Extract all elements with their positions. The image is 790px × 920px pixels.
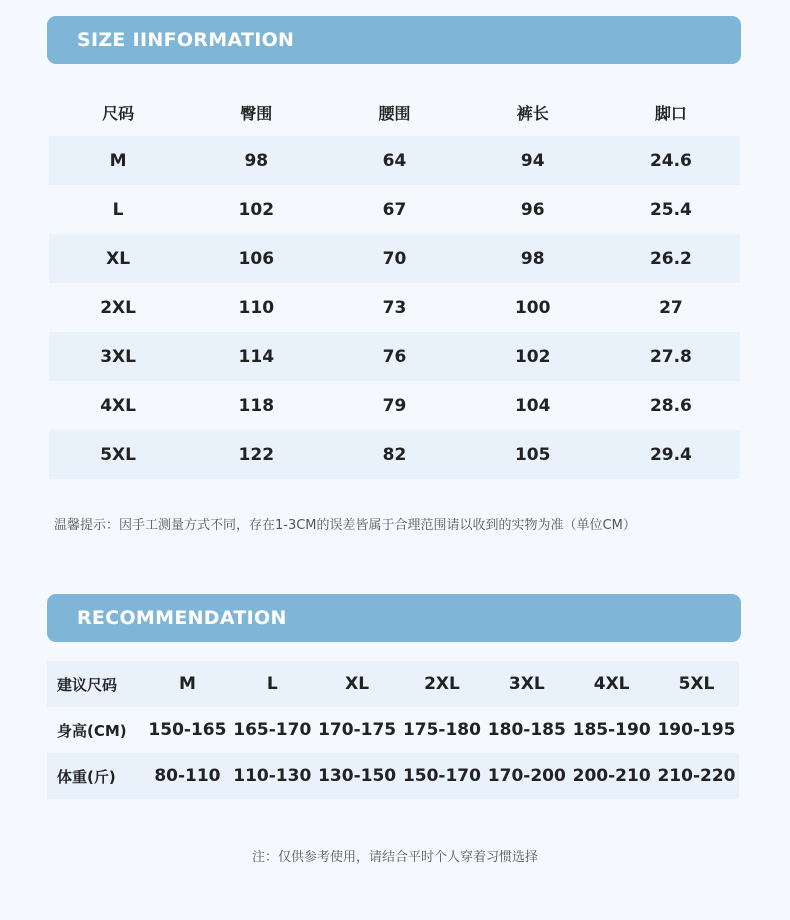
cell-size: 2XL bbox=[100, 297, 136, 318]
table-row bbox=[49, 332, 740, 381]
table-row bbox=[49, 185, 740, 234]
cell-value: 4XL bbox=[593, 674, 630, 694]
header-size: 尺码 bbox=[102, 103, 135, 123]
recommendation-note: 注：仅供参考使用，请结合平时个人穿着习惯选择 bbox=[251, 850, 538, 865]
cell-hem: 29.4 bbox=[649, 444, 692, 465]
header-waist: 腰围 bbox=[378, 103, 411, 123]
cell-length: 94 bbox=[520, 150, 545, 171]
cell-value: 110-130 bbox=[233, 766, 312, 786]
cell-hem: 26.2 bbox=[649, 248, 692, 269]
cell-hip: 102 bbox=[238, 199, 275, 220]
cell-length: 104 bbox=[514, 395, 551, 416]
cell-hem: 28.6 bbox=[649, 395, 692, 416]
cell-value: 200-210 bbox=[572, 766, 651, 786]
cell-hem: 24.6 bbox=[649, 150, 692, 171]
size-table-header bbox=[49, 88, 740, 136]
cell-length: 98 bbox=[520, 248, 545, 269]
cell-value: 170-200 bbox=[487, 766, 566, 786]
cell-size: M bbox=[109, 150, 127, 171]
size-table bbox=[49, 88, 740, 479]
cell-hip: 122 bbox=[238, 444, 275, 465]
table-row bbox=[49, 283, 740, 332]
cell-value: 150-165 bbox=[148, 720, 227, 740]
table-row bbox=[49, 136, 740, 185]
cell-hem: 25.4 bbox=[649, 199, 692, 220]
cell-hip: 110 bbox=[238, 297, 275, 318]
cell-length: 105 bbox=[514, 444, 551, 465]
cell-hip: 118 bbox=[238, 395, 275, 416]
recommendation-table bbox=[47, 661, 739, 799]
recommendation-banner: RECOMMENDATION bbox=[47, 594, 741, 642]
cell-value: 180-185 bbox=[487, 720, 566, 740]
cell-waist: 73 bbox=[382, 297, 407, 318]
header-length: 裤长 bbox=[516, 103, 549, 123]
cell-waist: 70 bbox=[382, 248, 407, 269]
cell-length: 100 bbox=[514, 297, 551, 318]
row-label: 身高(CM) bbox=[57, 721, 127, 740]
cell-value: 130-150 bbox=[318, 766, 397, 786]
cell-size: 3XL bbox=[100, 346, 136, 367]
cell-value: 170-175 bbox=[318, 720, 397, 740]
cell-waist: 79 bbox=[382, 395, 407, 416]
cell-value: L bbox=[266, 674, 278, 694]
cell-value: 3XL bbox=[508, 674, 545, 694]
cell-value: 2XL bbox=[424, 674, 460, 694]
table-row bbox=[49, 430, 740, 479]
cell-value: 185-190 bbox=[572, 720, 651, 740]
cell-value: 5XL bbox=[678, 674, 715, 694]
table-row bbox=[49, 381, 740, 430]
table-row bbox=[47, 707, 739, 753]
cell-size: 5XL bbox=[100, 444, 136, 465]
cell-value: 175-180 bbox=[402, 720, 481, 740]
cell-hip: 106 bbox=[238, 248, 275, 269]
cell-value: 150-170 bbox=[402, 766, 481, 786]
table-row bbox=[47, 753, 739, 799]
size-info-banner: SIZE IINFORMATION bbox=[47, 16, 741, 64]
cell-waist: 82 bbox=[382, 444, 407, 465]
cell-value: 190-195 bbox=[657, 720, 736, 740]
measurement-note: 温馨提示：因手工测量方式不同，存在1-3CM的误差皆属于合理范围请以收到的实物为准（单位CM） bbox=[54, 518, 636, 533]
cell-size: 4XL bbox=[100, 395, 136, 416]
cell-hip: 98 bbox=[244, 150, 269, 171]
cell-value: 80-110 bbox=[154, 766, 221, 786]
row-label: 建议尺码 bbox=[57, 675, 118, 694]
cell-waist: 76 bbox=[382, 346, 407, 367]
cell-length: 96 bbox=[520, 199, 545, 220]
header-hem: 脚口 bbox=[654, 103, 687, 123]
cell-hem: 27.8 bbox=[649, 346, 692, 367]
cell-hip: 114 bbox=[238, 346, 275, 367]
cell-waist: 67 bbox=[382, 199, 407, 220]
cell-value: 165-170 bbox=[233, 720, 312, 740]
cell-waist: 64 bbox=[382, 150, 407, 171]
cell-size: XL bbox=[106, 248, 131, 269]
header-hip: 臀围 bbox=[240, 103, 273, 123]
cell-value: 210-220 bbox=[657, 766, 736, 786]
cell-hem: 27 bbox=[659, 297, 683, 318]
cell-value: M bbox=[178, 674, 196, 694]
table-row bbox=[47, 661, 739, 707]
row-label: 体重(斤) bbox=[57, 767, 116, 786]
cell-size: L bbox=[112, 199, 124, 220]
table-row bbox=[49, 234, 740, 283]
cell-value: XL bbox=[345, 674, 370, 694]
cell-length: 102 bbox=[514, 346, 551, 367]
